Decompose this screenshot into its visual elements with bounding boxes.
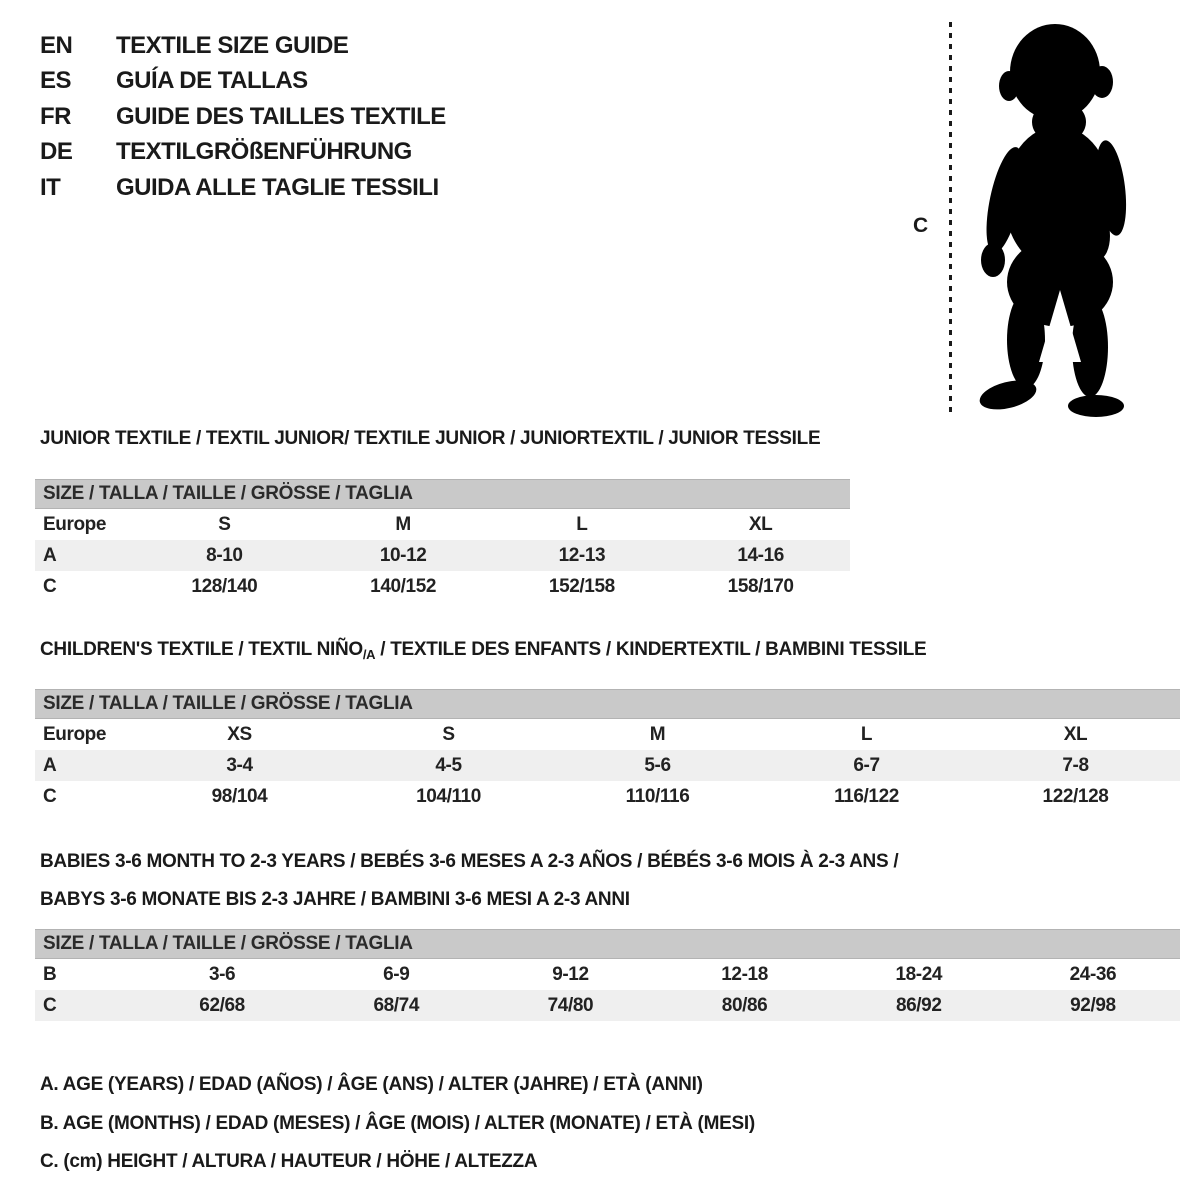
height-cell: 122/128 (1042, 785, 1109, 807)
section-title-subscript: /A (362, 647, 376, 662)
size-cell: S (218, 513, 231, 535)
table-row-months (35, 959, 1180, 990)
height-cell: 128/140 (191, 575, 258, 597)
height-cell: 74/80 (547, 994, 594, 1016)
age-cell: 3-4 (226, 754, 253, 776)
row-label: B (43, 963, 57, 985)
section-title-babies (40, 843, 898, 919)
size-cell: L (860, 723, 873, 745)
months-cell: 18-24 (895, 963, 943, 985)
age-cell: 8-10 (206, 544, 243, 566)
size-cell: M (649, 723, 666, 745)
table-row-height (35, 781, 1180, 812)
height-cell: 86/92 (895, 994, 942, 1016)
months-cell: 9-12 (552, 963, 589, 985)
junior-size-table (35, 479, 850, 602)
months-cell: 24-36 (1069, 963, 1117, 985)
size-cell: S (442, 723, 455, 745)
baby-silhouette-icon (963, 20, 1155, 422)
lang-title: TEXTILE SIZE GUIDE (116, 31, 349, 59)
legend-age-months: B. AGE (MONTHS) / EDAD (MESES) / ÂGE (MOIS) / ALTER (MONATE) / ETÀ (MESI) (40, 1112, 755, 1134)
lang-code: ES (40, 67, 72, 95)
lang-row-fr (40, 99, 446, 135)
lang-title: GUIDE DES TAILLES TEXTILE (116, 102, 446, 130)
lang-row-es (40, 64, 446, 100)
table-row-height (35, 571, 850, 602)
lang-title: GUÍA DE TALLAS (116, 67, 308, 95)
row-label: C (43, 575, 57, 597)
measure-legend (40, 1066, 755, 1182)
months-cell: 12-18 (721, 963, 768, 985)
lang-title: TEXTILGRÖßENFÜHRUNG (116, 138, 412, 166)
legend-height-cm: C. (cm) HEIGHT / ALTURA / HAUTEUR / HÖHE / ALTEZZA (40, 1151, 538, 1173)
section-title-line1: BABIES 3-6 MONTH TO 2-3 YEARS / BEBÉS 3-6 MESES A 2-3 AÑOS / BÉBÉS 3-6 MOIS À 2-3 ANS / (40, 851, 899, 872)
table-row-europe (35, 509, 850, 540)
age-cell: 6-7 (853, 754, 880, 776)
height-cell: 68/74 (373, 994, 420, 1016)
height-cell: 116/122 (834, 785, 899, 807)
size-cell: M (395, 513, 411, 535)
height-cell: 152/158 (548, 575, 615, 597)
age-cell: 4-5 (435, 754, 462, 776)
section-title-junior: JUNIOR TEXTILE / TEXTIL JUNIOR/ TEXTILE JUNIOR / JUNIORTEXTIL / JUNIOR TESSILE (40, 428, 821, 449)
legend-age-years: A. AGE (YEARS) / EDAD (AÑOS) / ÂGE (ANS) / ALTER (JAHRE) / ETÀ (ANNI) (40, 1074, 703, 1096)
lang-code: IT (40, 173, 61, 201)
height-cell: 104/110 (416, 785, 481, 807)
height-cell: 62/68 (199, 994, 245, 1016)
row-label: C (43, 994, 57, 1016)
lang-code: EN (40, 31, 73, 59)
months-cell: 3-6 (208, 963, 236, 985)
months-cell: 6-9 (383, 963, 410, 985)
lang-code: FR (40, 102, 71, 130)
lang-row-it (40, 170, 446, 206)
age-cell: 5-6 (644, 754, 671, 776)
size-header-band: SIZE / TALLA / TAILLE / GRÖSSE / TAGLIA (35, 689, 1180, 719)
children-size-table (35, 689, 1180, 812)
lang-code: DE (40, 138, 73, 166)
lang-row-en (40, 28, 446, 64)
height-figure (905, 16, 1160, 428)
babies-size-table (35, 929, 1180, 1021)
height-measure-dashed-line (949, 22, 952, 418)
size-cell: XS (227, 723, 252, 745)
age-cell: 7-8 (1062, 754, 1089, 776)
table-row-europe (35, 719, 1180, 750)
height-cell: 140/152 (370, 575, 437, 597)
height-cell: 92/98 (1070, 994, 1116, 1016)
size-header-band: SIZE / TALLA / TAILLE / GRÖSSE / TAGLIA (35, 479, 850, 509)
size-cell: L (576, 513, 588, 535)
language-title-list (40, 28, 446, 206)
age-cell: 14-16 (737, 544, 784, 566)
lang-title: GUIDA ALLE TAGLIE TESSILI (116, 173, 439, 201)
lang-row-de (40, 135, 446, 171)
row-label: A (43, 544, 57, 566)
height-cell: 158/170 (727, 575, 794, 597)
row-label: Europe (43, 513, 107, 535)
table-row-height (35, 990, 1180, 1021)
height-cell: 80/86 (721, 994, 768, 1016)
age-cell: 10-12 (379, 544, 427, 566)
section-title-line2: BABYS 3-6 MONATE BIS 2-3 JAHRE / BAMBINI 3-6 MESI A 2-3 ANNI (40, 889, 630, 910)
section-title-children (40, 639, 926, 662)
height-cell: 110/116 (625, 785, 690, 807)
row-label: A (43, 754, 57, 776)
row-label: C (43, 785, 57, 807)
row-label: Europe (43, 723, 107, 745)
size-header-band: SIZE / TALLA / TAILLE / GRÖSSE / TAGLIA (35, 929, 1180, 959)
table-row-age (35, 540, 850, 571)
section-title-text: CHILDREN'S TEXTILE / TEXTIL NIÑO (40, 639, 363, 660)
size-cell: XL (748, 513, 773, 535)
height-cell: 98/104 (211, 785, 268, 807)
height-measure-label: C (913, 214, 929, 237)
table-row-age (35, 750, 1180, 781)
size-cell: XL (1063, 723, 1088, 745)
section-title-text: / TEXTILE DES ENFANTS / KINDERTEXTIL / BAMBINI TESSILE (375, 639, 927, 660)
age-cell: 12-13 (558, 544, 606, 566)
